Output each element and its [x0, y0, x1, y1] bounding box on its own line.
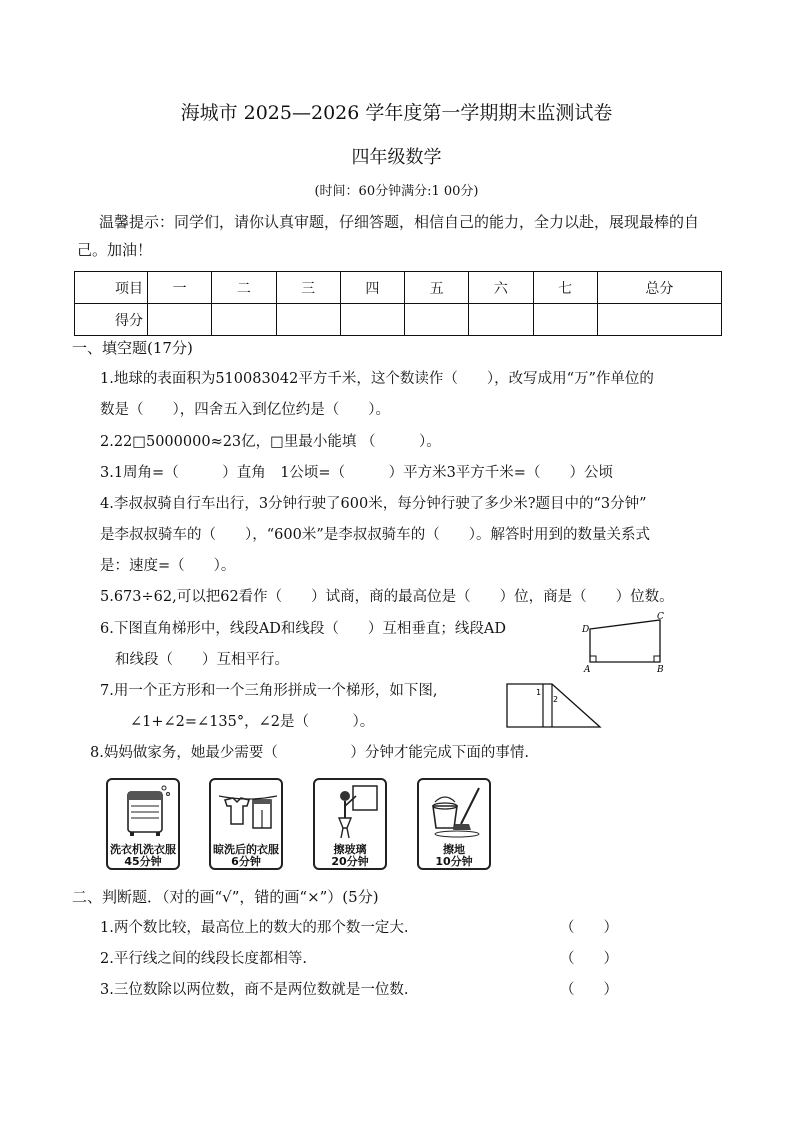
score-input-cell[interactable] [469, 304, 533, 336]
task-card-washing [106, 778, 180, 870]
task-name: 擦地 [443, 843, 465, 856]
square-triangle-trapezoid-figure [505, 682, 605, 730]
task-time: 6分钟 [231, 855, 261, 868]
table-cell: 得分 [75, 304, 148, 336]
question-1-line2: 数是（ ），四舍五入到亿位约是（ ）。 [100, 402, 390, 418]
task-card-hanging [209, 778, 283, 870]
question-7-line2: ∠1+∠2=∠135°，∠2是（ ）。 [130, 714, 375, 730]
question-5: 5.673÷62,可以把62看作（ ）试商，商的最高位是（ ）位，商是（ ）位数。 [100, 589, 674, 605]
question-4-line1: 4.李叔叔骑自行车出行，3分钟行驶了600米，每分钟行驶了多少米?题目中的“3分钟” [100, 496, 647, 512]
task-time: 10分钟 [435, 855, 473, 868]
vertex-label-d: D [582, 625, 590, 635]
exam-subtitle: 四年级数学 [351, 147, 442, 168]
question-3: 3.1周角=（ ）直角 1公顷=（ ）平方米3平方千米=（ ）公顷 [100, 465, 613, 481]
score-input-cell[interactable] [533, 304, 597, 336]
washing-machine-icon [116, 784, 174, 840]
score-input-cell[interactable] [597, 304, 721, 336]
judge-item-2: 2.平行线之间的线段长度都相等. [100, 951, 307, 967]
table-cell: 七 [533, 272, 597, 304]
angle-label-2: 2 [553, 695, 559, 704]
mop-bucket-icon [427, 784, 485, 840]
score-table-score-row [75, 304, 722, 336]
task-name: 擦玻璃 [333, 843, 367, 856]
question-4-line2: 是李叔叔骑车的（ ），“600米”是李叔叔骑车的（ ）。解答时用到的数量关系式 [100, 527, 650, 543]
question-6-line2: 和线段（ ）互相平行。 [115, 652, 289, 668]
table-cell: 总分 [597, 272, 721, 304]
table-cell: 三 [276, 272, 340, 304]
judge-answer-2[interactable]: （ ） [560, 951, 618, 967]
question-1-line1: 1.地球的表面积为510083042平方千米，这个数读作（ ），改写成用“万”作单位的 [100, 371, 654, 387]
table-cell: 六 [469, 272, 533, 304]
cleaning-window-icon [323, 784, 381, 840]
task-name: 晾洗后的衣服 [213, 843, 279, 856]
table-cell: 四 [340, 272, 404, 304]
score-input-cell[interactable] [276, 304, 340, 336]
angle-label-1: 1 [536, 688, 542, 697]
table-cell: 项目 [75, 272, 148, 304]
score-input-cell[interactable] [148, 304, 212, 336]
section2-heading: 二、判断题．（对的画“√”，错的画“×”）(5分) [72, 888, 379, 906]
task-card-mopping [417, 778, 491, 870]
question-7-line1: 7.用一个正方形和一个三角形拼成一个梯形，如下图, [100, 683, 438, 699]
question-2: 2.22□5000000≈23亿，□里最小能填 （ ）。 [100, 434, 441, 450]
score-table-header-row [75, 272, 722, 304]
exam-title: 海城市 2025—2026 学年度第一学期期末监测试卷 [180, 102, 613, 124]
time-note: (时间：60分钟满分:1 00分) [314, 184, 479, 199]
judge-answer-1[interactable]: （ ） [560, 920, 618, 936]
hanging-clothes-icon [219, 784, 277, 840]
task-time: 20分钟 [331, 855, 369, 868]
question-6-line1: 6.下图直角梯形中，线段AD和线段（ ）互相垂直；线段AD [100, 621, 507, 637]
vertex-label-a: A [584, 665, 591, 675]
judge-item-3: 3.三位数除以两位数，商不是两位数就是一位数. [100, 982, 409, 998]
tip-text: 温馨提示：同学们，请你认真审题，仔细答题，相信自己的能力，全力以赴，展现最棒的自己。加油！ [77, 213, 700, 259]
score-input-cell[interactable] [405, 304, 469, 336]
vertex-label-c: C [657, 612, 664, 622]
judge-answer-3[interactable]: （ ） [560, 982, 618, 998]
score-table [74, 271, 722, 336]
table-cell: 二 [212, 272, 276, 304]
table-cell: 五 [405, 272, 469, 304]
score-input-cell[interactable] [340, 304, 404, 336]
question-4-line3: 是：速度=（ ）。 [100, 558, 236, 574]
section1-heading: 一、填空题(17分) [72, 339, 193, 357]
vertex-label-b: B [657, 665, 664, 675]
table-cell: 一 [148, 272, 212, 304]
task-time: 45分钟 [124, 855, 162, 868]
judge-item-1: 1.两个数比较，最高位上的数大的那个数一定大. [100, 920, 409, 936]
task-name: 洗衣机洗衣服 [110, 843, 176, 856]
task-card-window [313, 778, 387, 870]
right-trapezoid-figure [580, 612, 670, 676]
question-8: 8.妈妈做家务，她最少需要（ ）分钟才能完成下面的事情. [90, 745, 529, 761]
score-input-cell[interactable] [212, 304, 276, 336]
